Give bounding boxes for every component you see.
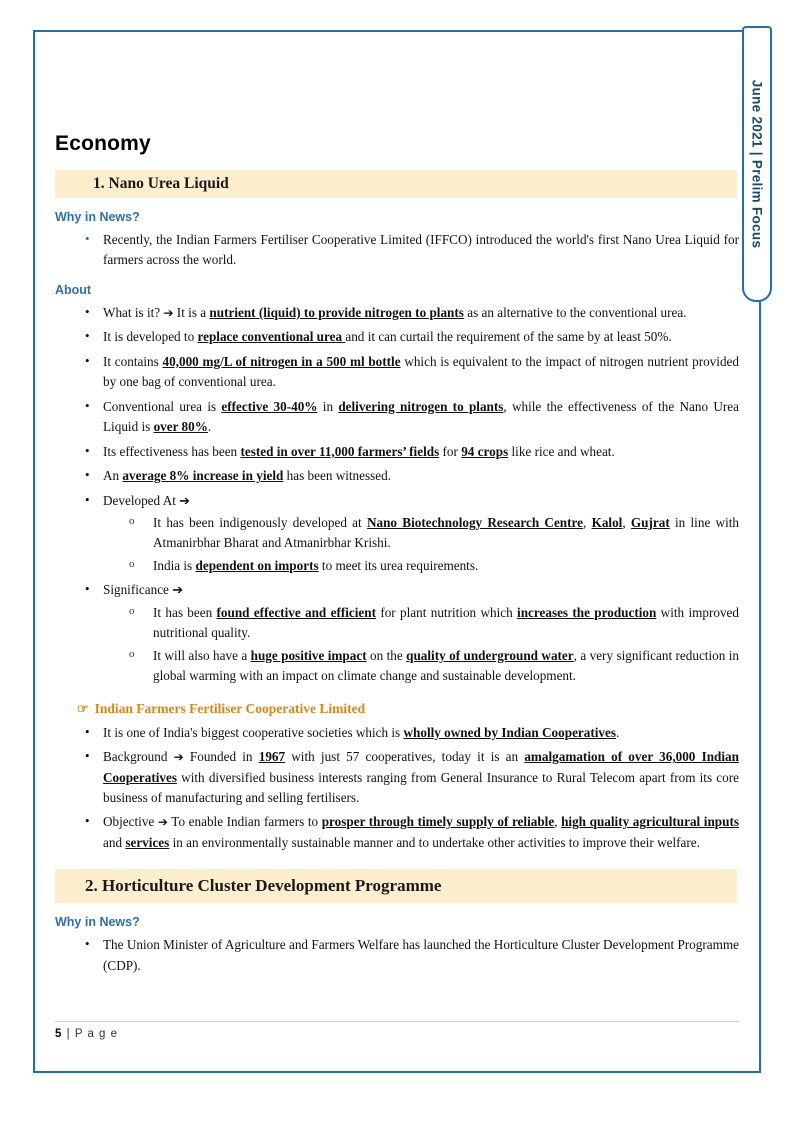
section-heading-1: 1. Nano Urea Liquid bbox=[55, 170, 737, 198]
list-item bbox=[55, 352, 739, 393]
list-item-text: Conventional urea is effective 30-40% in delivering nitrogen to plants, while the effectiveness of the Nano Urea Liquid is over 80%. bbox=[103, 398, 739, 435]
why-in-news-label-1: Why in News? bbox=[55, 210, 140, 224]
section-heading-2: 2. Horticulture Cluster Development Programme bbox=[55, 869, 737, 903]
list-item bbox=[55, 303, 739, 323]
list-item: ᴏ It has been found effective and efficient for plant nutrition which increases the production with improved nutritional quality. bbox=[103, 603, 739, 644]
list-item: • The Union Minister of Agriculture and Farmers Welfare has launched the Horticulture Cluster Development Programme (CDP). bbox=[55, 935, 739, 976]
document-content bbox=[55, 60, 739, 980]
footer-page-number: 5 bbox=[55, 1028, 63, 1040]
iffco-highlight-label: Indian Farmers Fertiliser Cooperative Limited bbox=[94, 700, 366, 716]
list-item: • Objective ➔ To enable Indian farmers to prosper through timely supply of reliable, high quality agricultural inputs and services in an environmentally sustainable manner and to undertake other activities to improve their welfare. bbox=[55, 812, 739, 853]
why-in-news-list-1 bbox=[55, 230, 739, 271]
list-item bbox=[55, 442, 739, 462]
developed-at-list bbox=[103, 513, 739, 576]
pointing-hand-icon: ☞ bbox=[77, 700, 89, 716]
side-tab bbox=[742, 26, 772, 302]
list-item: • Recently, the Indian Farmers Fertiliser Cooperative Limited (IFFCO) introduced the world's first Nano Urea Liquid for farmers across the world. bbox=[55, 230, 739, 271]
significance-list bbox=[103, 603, 739, 687]
developed-at-label: Developed At ➔ bbox=[103, 492, 191, 508]
list-item: ᴏ It has been indigenously developed at Nano Biotechnology Research Centre, Kalol, Gujrat in line with Atmanirbhar Bharat and Atmanirbhar Krishi. bbox=[103, 513, 739, 554]
why-in-news-list-2 bbox=[55, 935, 739, 976]
list-item bbox=[55, 327, 739, 347]
list-item bbox=[55, 491, 739, 577]
list-item bbox=[55, 397, 739, 438]
list-item-text: An average 8% increase in yield has been witnessed. bbox=[103, 468, 392, 484]
page-footer bbox=[55, 1028, 118, 1040]
significance-label: Significance ➔ bbox=[103, 582, 184, 598]
iffco-list bbox=[55, 723, 739, 854]
list-item bbox=[55, 580, 739, 686]
footer-separator: | bbox=[66, 1028, 71, 1040]
list-item-text: Its effectiveness has been tested in over 11,000 farmers’ fields for 94 crops like rice and wheat. bbox=[103, 443, 615, 459]
list-item: ᴏ It will also have a huge positive impact on the quality of underground water, a very significant reduction in global warming with an impact on climate change and sustainable development. bbox=[103, 646, 739, 687]
list-item-text: What is it? ➔ It is a nutrient (liquid) to provide nitrogen to plants as an alternative to the conventional urea. bbox=[103, 304, 687, 320]
iffco-highlight-heading bbox=[77, 701, 739, 717]
page-title: Economy bbox=[55, 132, 151, 155]
list-item: ᴏ India is dependent on imports to meet its urea requirements. bbox=[103, 556, 739, 576]
about-label-1: About bbox=[55, 282, 92, 297]
list-item bbox=[55, 466, 739, 486]
footer-page-word: P a g e bbox=[74, 1028, 119, 1040]
why-in-news-label-2: Why in News? bbox=[55, 915, 140, 930]
about-list-1 bbox=[55, 303, 739, 687]
list-item-text: It is developed to replace conventional urea and it can curtail the requirement of the same by at least 50%. bbox=[103, 329, 672, 345]
footer-divider bbox=[55, 1021, 739, 1022]
list-item: • Background ➔ Founded in 1967 with just 57 cooperatives, today it is an amalgamation of over 36,000 Indian Cooperatives with diversified business interests ranging from General Insurance to Rural Telecom apart from its core business of manufacturing and selling fertilisers. bbox=[55, 747, 739, 808]
list-item-text: It contains 40,000 mg/L of nitrogen in a 500 ml bottle which is equivalent to the impact of nitrogen nutrient provided by one bag of conventional urea. bbox=[103, 353, 739, 390]
side-tab-label: June 2021 | Prelim Focus bbox=[749, 79, 765, 249]
list-item: • It is one of India's biggest cooperative societies which is wholly owned by Indian Cooperatives. bbox=[55, 723, 739, 743]
